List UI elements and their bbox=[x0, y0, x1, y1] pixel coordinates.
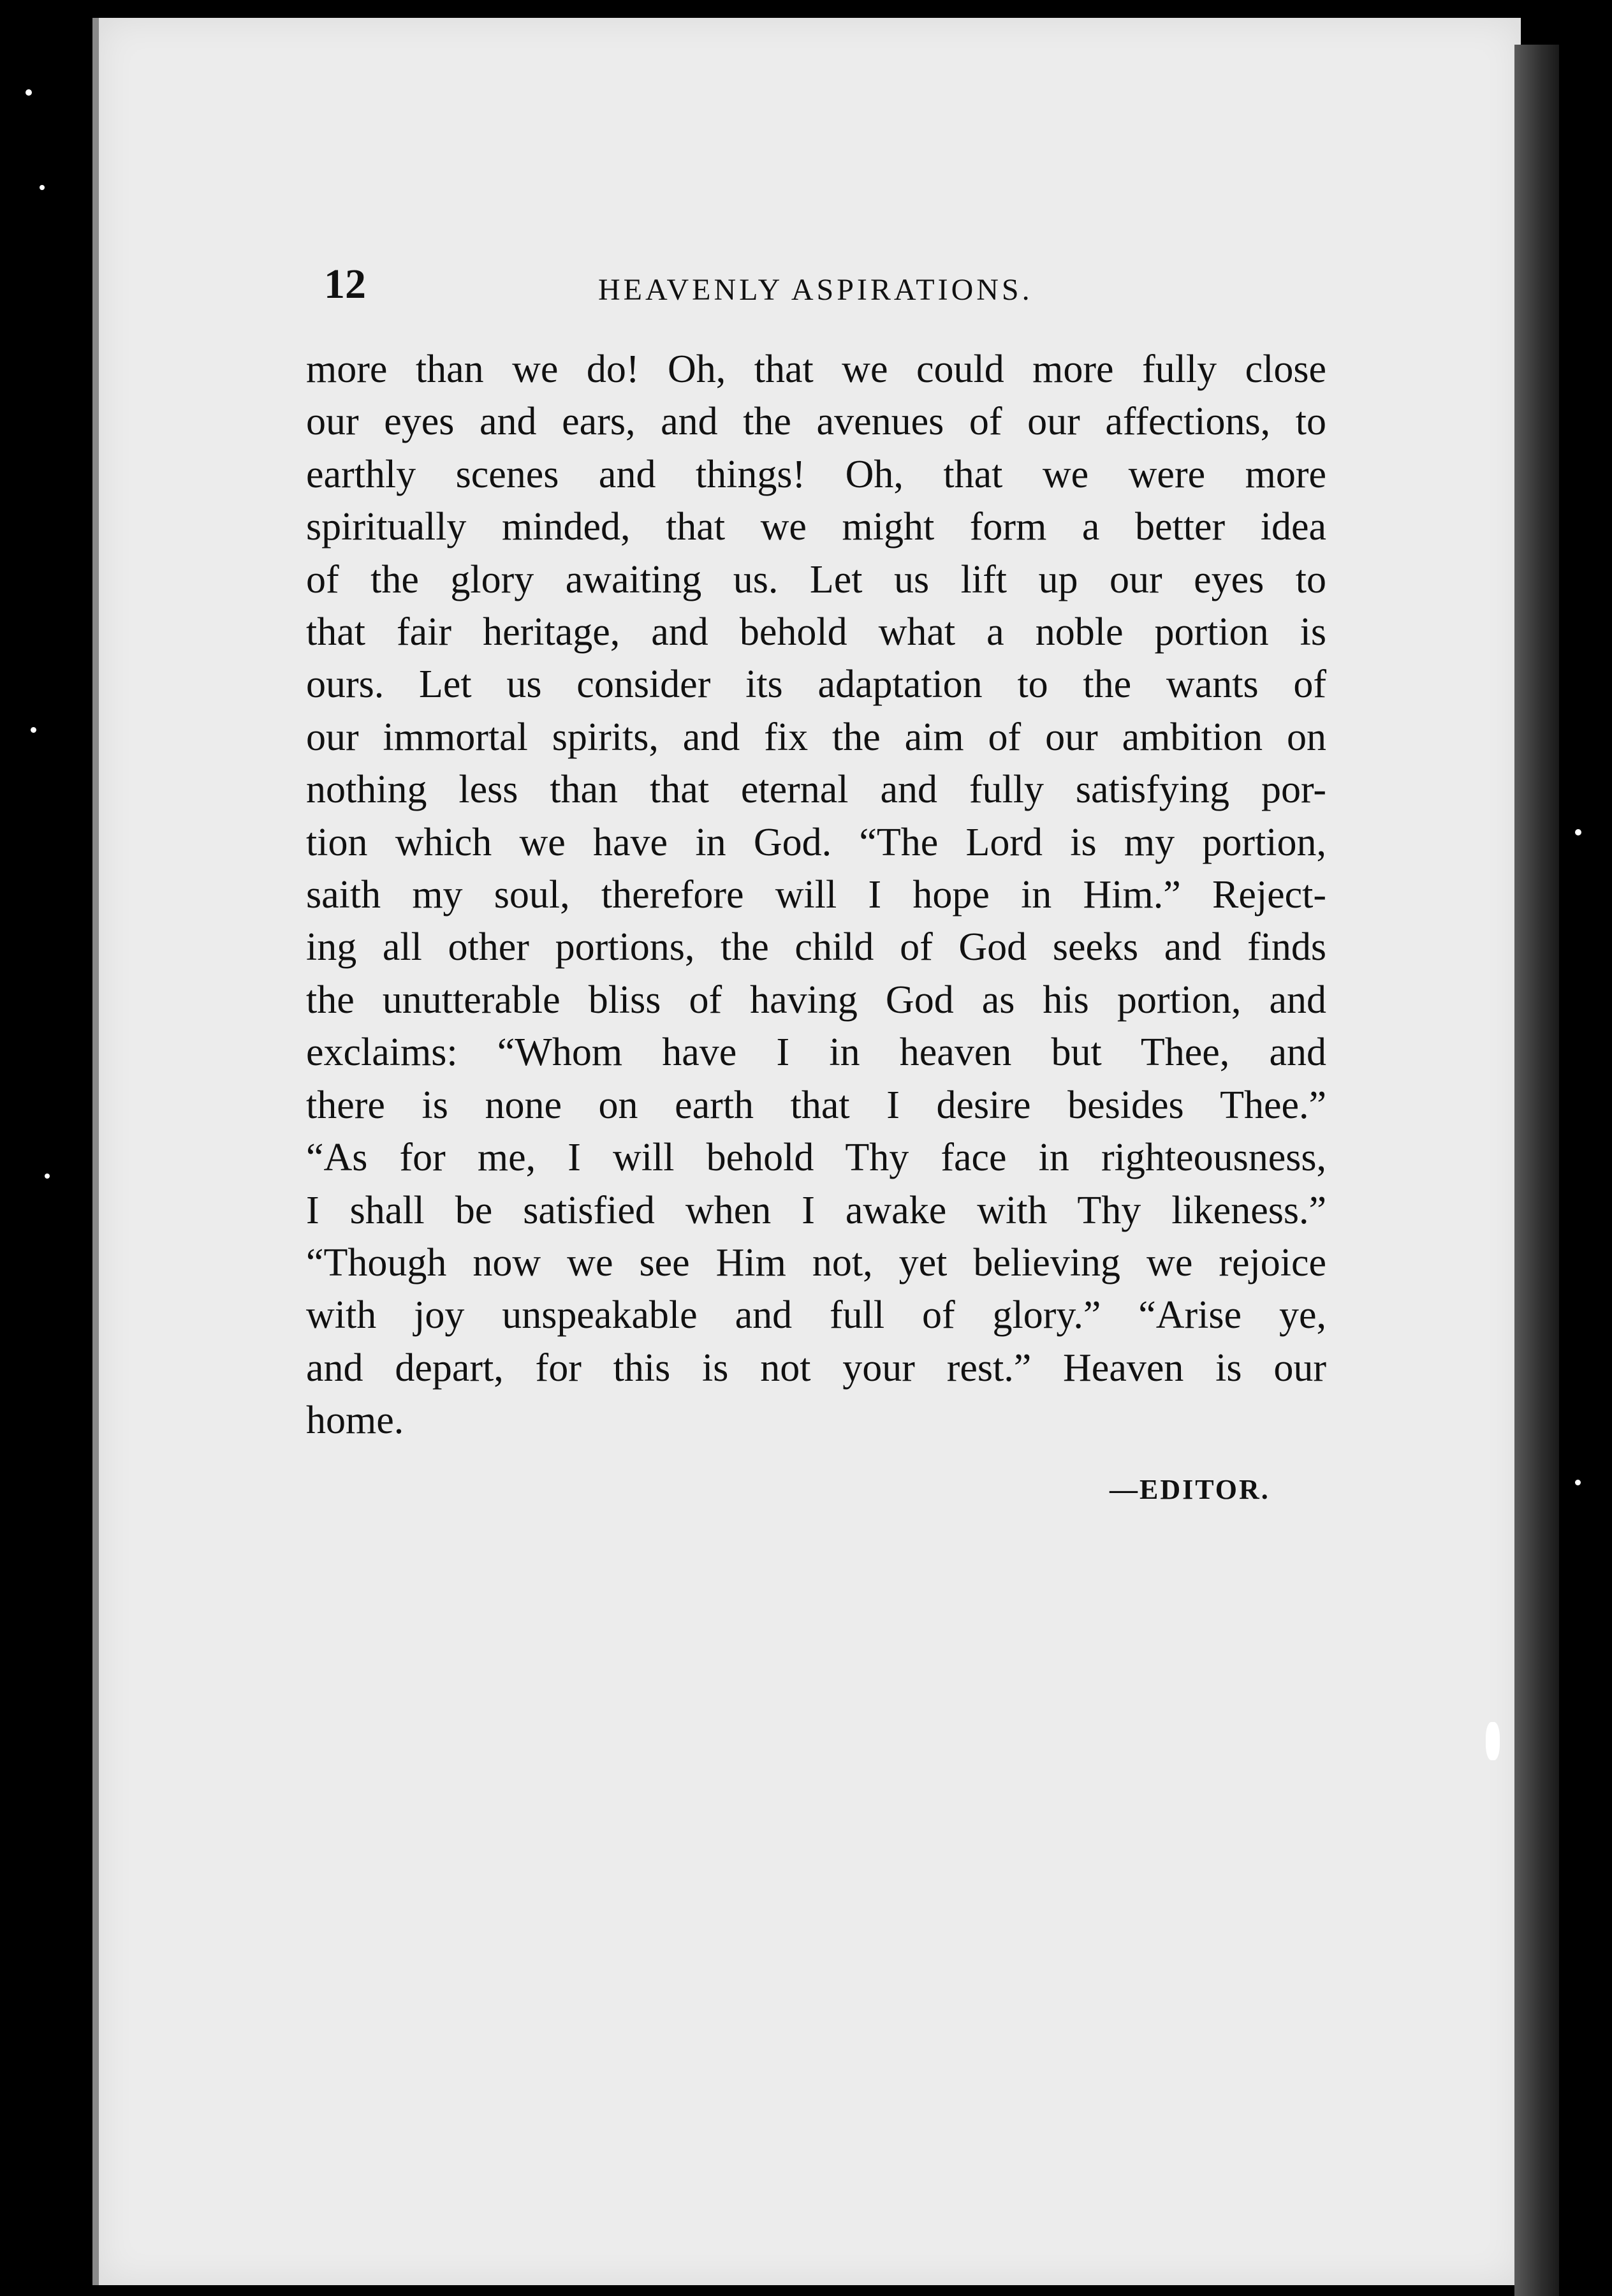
text-line: tion which we have in God. “The Lord is my portion, bbox=[306, 820, 1326, 864]
text-line: saith my soul, therefore will I hope in Him.” Reject- bbox=[306, 873, 1326, 917]
text-line: spiritually minded, that we might form a better idea bbox=[306, 505, 1326, 549]
scan-speck bbox=[1486, 1722, 1500, 1760]
text-line: earthly scenes and things! Oh, that we were more bbox=[306, 452, 1326, 496]
text-line: I shall be satisfied when I awake with Thy likeness.” bbox=[306, 1188, 1326, 1232]
text-line: and depart, for this is not your rest.” Heaven is our bbox=[306, 1346, 1326, 1390]
running-head bbox=[230, 250, 1339, 320]
text-line: ours. Let us consider its adaptation to the wants of bbox=[306, 663, 1326, 707]
text-line: exclaims: “Whom have I in heaven but Thee, and bbox=[306, 1031, 1326, 1075]
text-line: there is none on earth that I desire besides Thee.” bbox=[306, 1083, 1326, 1127]
text-line: that fair heritage, and behold what a noble portion is bbox=[306, 610, 1326, 654]
text-line: “Though now we see Him not, yet believing we rejoice bbox=[306, 1240, 1326, 1284]
text-line: “As for me, I will behold Thy face in righteousness, bbox=[306, 1136, 1326, 1180]
body-paragraph bbox=[306, 343, 1326, 1447]
text-line: the unutterable bliss of having God as his portion, and bbox=[306, 978, 1326, 1022]
text-line: nothing less than that eternal and fully satisfying por- bbox=[306, 768, 1326, 812]
scan-speck bbox=[40, 185, 45, 190]
text-line: with joy unspeakable and full of glory.” “Arise ye, bbox=[306, 1293, 1326, 1337]
scan-speck bbox=[1575, 829, 1581, 835]
scan-speck bbox=[1575, 1480, 1581, 1485]
scan-speck bbox=[26, 89, 32, 96]
text-line: more than we do! Oh, that we could more fully close bbox=[306, 348, 1326, 391]
text-line: home. bbox=[306, 1399, 404, 1443]
book-page-edge bbox=[1514, 45, 1559, 2296]
running-head-title: HEAVENLY ASPIRATIONS. bbox=[598, 273, 1033, 307]
text-line: of the glory awaiting us. Let us lift up our eyes to bbox=[306, 557, 1326, 601]
text-line: our immortal spirits, and fix the aim of our ambition on bbox=[306, 715, 1326, 759]
scan-speck bbox=[45, 1174, 50, 1179]
page-number: 12 bbox=[324, 261, 366, 307]
text-line: our eyes and ears, and the avenues of our affections, to bbox=[306, 400, 1326, 444]
scan-speck bbox=[31, 727, 36, 733]
text-line: ing all other portions, the child of God seeks and finds bbox=[306, 925, 1326, 969]
editor-signature: —EDITOR. bbox=[1110, 1474, 1270, 1505]
